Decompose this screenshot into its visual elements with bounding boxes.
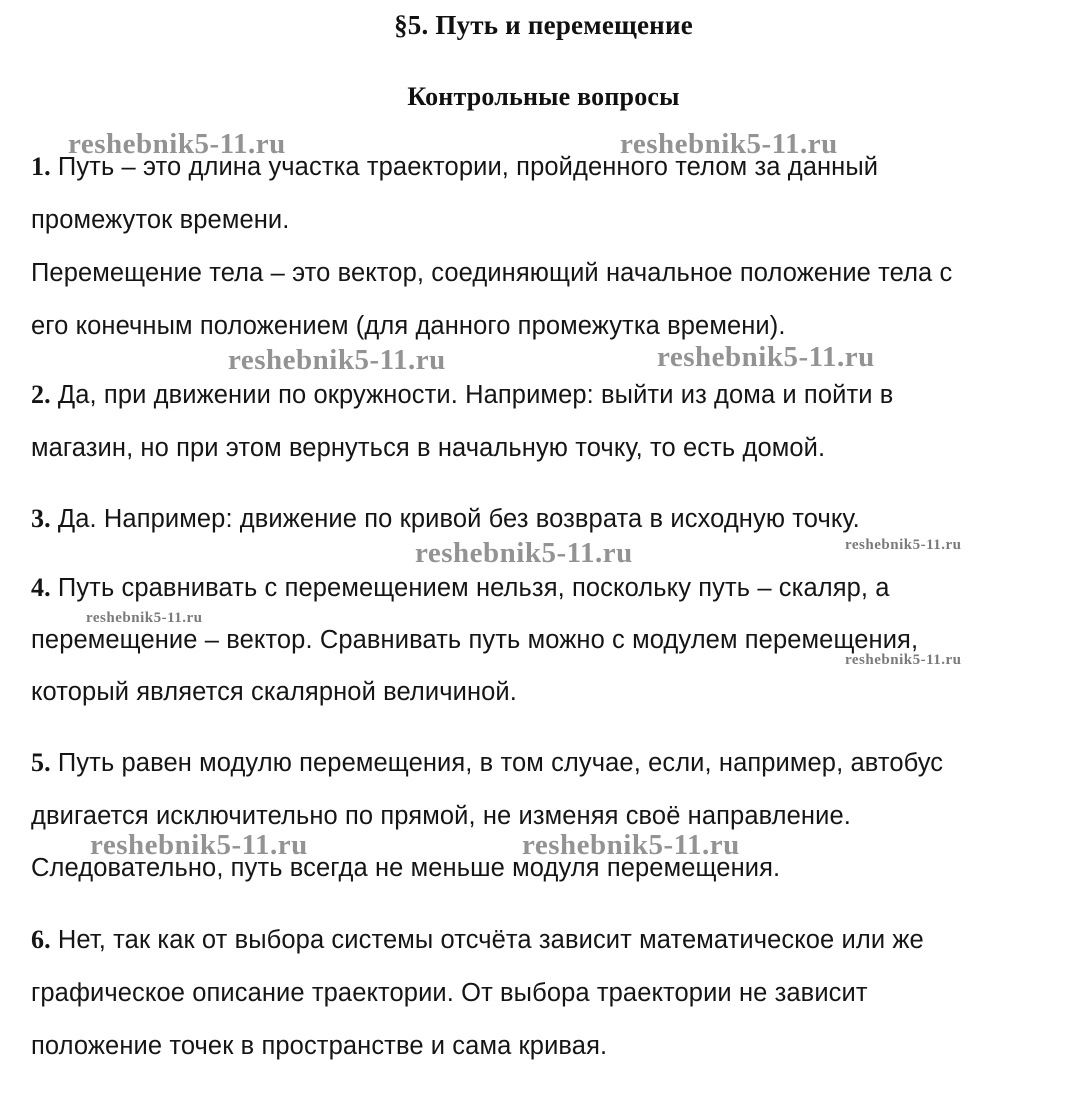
answer-number: 5. [31,748,51,777]
watermark: reshebnik5-11.ru [657,341,875,373]
answer-3-line-1 [31,504,860,534]
answer-6-line-2: графическое описание траектории. От выбора траектории не зависит [31,979,868,1007]
answer-number: 4. [31,573,51,602]
answer-text: Путь – это длина участка траектории, пройденного телом за данный [57,153,879,181]
answer-text: Путь сравнивать с перемещением нельзя, поскольку путь – скаляр, а [57,574,890,602]
answer-number: 3. [31,504,51,533]
answer-5-line-1 [31,748,943,778]
answer-4-line-1 [31,573,890,603]
answer-1-line-2: промежуток времени. [31,206,290,234]
answer-5-line-2: двигается исключительно по прямой, не изменяя своё направление. [31,802,851,830]
answer-4-line-3: который является скалярной величиной. [31,678,517,706]
answer-text: Нет, так как от выбора системы отсчёта зависит математическое или же [57,926,924,954]
watermark: reshebnik5-11.ru [522,829,740,861]
answer-5-line-3: Следовательно, путь всегда не меньше модуля перемещения. [31,854,781,882]
answer-text: Да, при движении по окружности. Например: выйти из дома и пойти в [57,381,894,409]
watermark: reshebnik5-11.ru [620,128,838,160]
answer-number: 1. [31,152,51,181]
answer-text: Путь равен модулю перемещения, в том случае, если, например, автобус [57,749,944,777]
answer-number: 2. [31,380,51,409]
answer-4-line-2: перемещение – вектор. Сравнивать путь можно с модулем перемещения, [31,626,919,654]
watermark: reshebnik5-11.ru [68,128,286,160]
answer-1-line-4: его конечным положением (для данного промежутка времени). [31,312,786,340]
watermark: reshebnik5-11.ru [228,344,446,376]
watermark: reshebnik5-11.ru [845,537,962,553]
watermark: reshebnik5-11.ru [90,829,308,861]
section-title: §5. Путь и перемещение [394,10,693,40]
answer-text: Да. Например: движение по кривой без возврата в исходную точку. [57,505,860,533]
answer-6-line-1 [31,925,924,955]
answer-1-line-3: Перемещение тела – это вектор, соединяющий начальное положение тела с [31,259,953,287]
answer-number: 6. [31,925,51,954]
answer-6-line-3: положение точек в пространстве и сама кривая. [31,1032,608,1060]
watermark: reshebnik5-11.ru [415,537,633,569]
section-subtitle: Контрольные вопросы [407,82,680,111]
watermark: reshebnik5-11.ru [86,610,203,626]
watermark: reshebnik5-11.ru [845,652,962,668]
answer-2-line-2: магазин, но при этом вернуться в начальную точку, то есть домой. [31,434,826,462]
answer-2-line-1 [31,380,893,410]
